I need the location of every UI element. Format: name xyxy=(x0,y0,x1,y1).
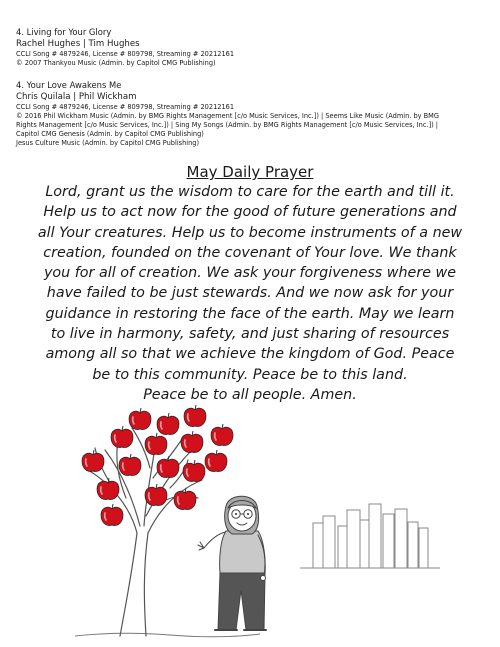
song-credits xyxy=(16,27,486,160)
song-credit xyxy=(16,27,486,68)
prayer-line: be to this community. Peace be to this land. xyxy=(92,366,408,383)
song-meta-line: Rights Management [c/o Music Services, Inc.]) | Sing My Songs (Admin. by BMG Rights Management [c/o Music Services, Inc.]) | xyxy=(16,121,439,129)
prayer-title: May Daily Prayer xyxy=(186,163,314,181)
prayer-line: creation, founded on the covenant of Your love. We thank xyxy=(43,244,457,261)
prayer-line: you for all of creation. We ask your forgiveness where we xyxy=(43,265,457,282)
song-meta-line: CCLI Song # 4879246, License # 809798, Streaming # 20212161 xyxy=(16,50,235,58)
song-authors: Chris Quilala | Phil Wickham xyxy=(16,92,137,102)
prayer-line: guidance in restoring the face of the earth. May we learn xyxy=(45,305,455,322)
song-meta-line: Capitol CMG Genesis (Admin. by Capitol CMG Publishing) xyxy=(16,130,204,138)
song-meta-line: CCLI Song # 4879246, License # 809798, Streaming # 20212161 xyxy=(16,103,235,111)
tree-trunk xyxy=(88,428,202,636)
prayer-line: Lord, grant us the wisdom to care for the earth and till it. xyxy=(45,184,455,200)
song-authors: Rachel Hughes | Tim Hughes xyxy=(16,39,140,49)
ground-line xyxy=(75,633,260,637)
prayer-line: Help us to act now for the good of future generations and xyxy=(43,204,457,221)
prayer-line: among all so that we achieve the kingdom of God. Peace xyxy=(45,346,455,363)
apple-tree-illustration xyxy=(60,398,490,643)
apples xyxy=(82,405,233,526)
song-title: 4. Living for Your Glory xyxy=(16,27,112,37)
city-skyline xyxy=(300,504,440,568)
song-credit xyxy=(16,80,486,148)
song-meta-line: © 2016 Phil Wickham Music (Admin. by BMG Rights Management [c/o Music Services, Inc.]) | Seems Like Music (Admin. by BMG xyxy=(16,112,439,120)
prayer-line: to live in harmony, safety, and just sharing of resources xyxy=(50,326,450,343)
prayer-line: Peace be to all people. Amen. xyxy=(143,386,357,403)
song-title: 4. Your Love Awakens Me xyxy=(16,80,122,90)
song-meta-line: © 2007 Thankyou Music (Admin. by Capitol CMG Publishing) xyxy=(16,59,216,67)
prayer-section xyxy=(0,163,500,405)
person-figure xyxy=(198,496,266,630)
song-meta-line: Jesus Culture Music (Admin. by Capitol CMG Publishing) xyxy=(16,139,200,147)
prayer-line: all Your creatures. Help us to become instruments of a new xyxy=(37,224,463,241)
prayer-line: have failed to be just stewards. And we now ask for your xyxy=(46,285,454,302)
